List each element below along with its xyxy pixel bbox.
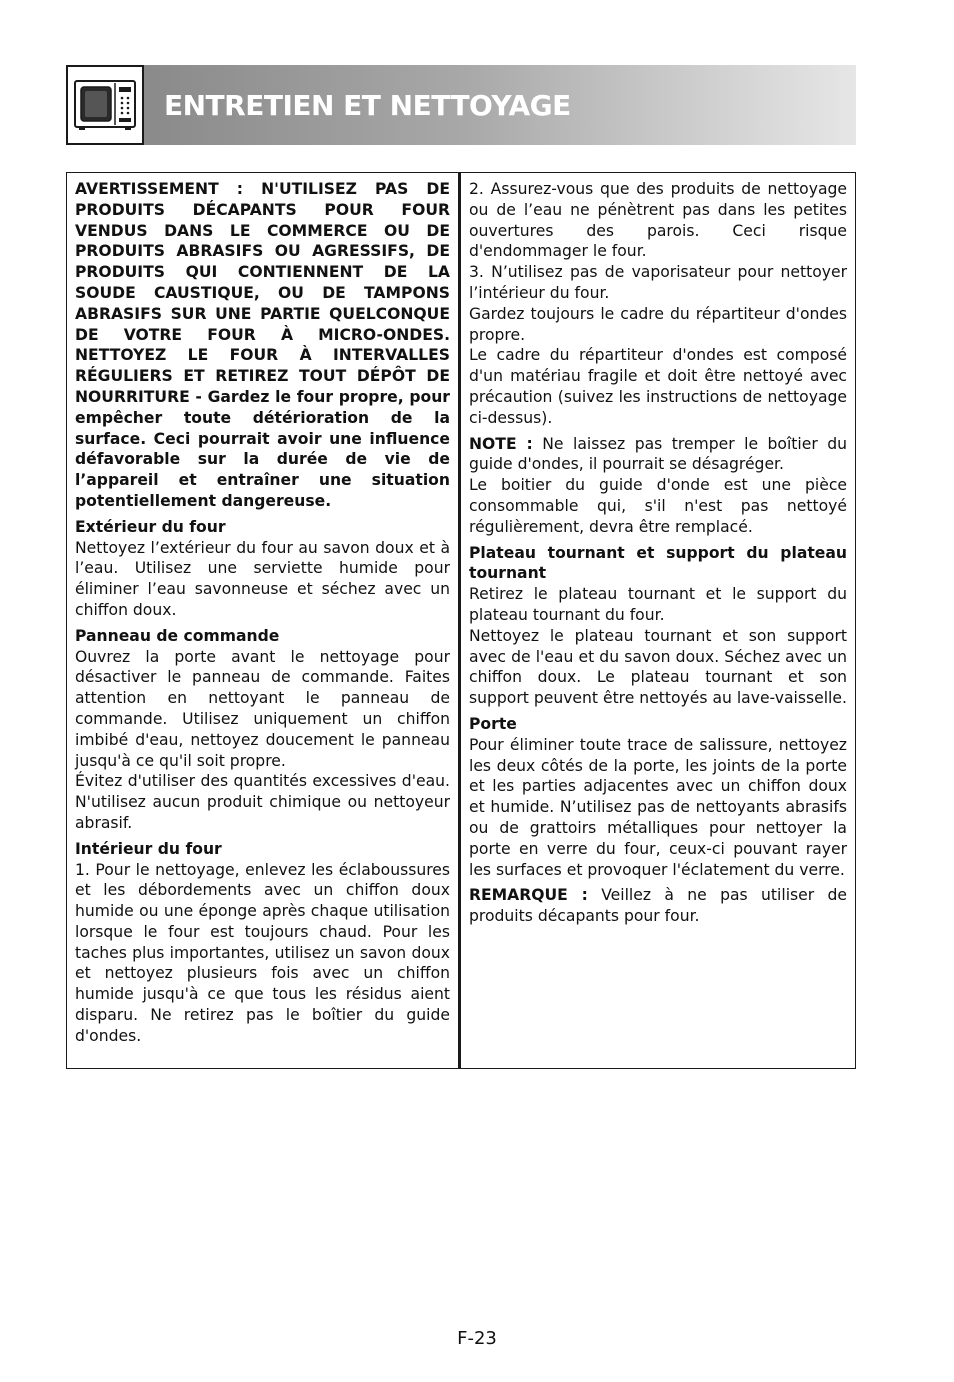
interior-step-3: 3. N’utilisez pas de vaporisateur pour nettoyer l’intérieur du four. [469,263,847,302]
panel-section [75,626,450,772]
note-text: Ne laissez pas tremper le boîtier du guide d'ondes, il pourrait se désagréger. [469,434,847,474]
content-box [66,172,856,1069]
frame-text-2: Le cadre du répartiteur d'ondes est composé d'un matériau fragile et doit être nettoyé avec précaution (suivez les instructions de nettoyage ci-dessus). [469,346,847,427]
exterior-text: Nettoyez l’extérieur du four au savon doux et à l’eau. Utilisez une serviette humide pour éliminer l’eau savonneuse et séchez avec un chiffon doux. [75,538,450,619]
microwave-icon [66,65,144,145]
door-heading: Porte [469,714,517,733]
warning-rest: Gardez le four propre, pour empêcher toute détérioration de la surface. Ceci pourrait avoir une influence défavorable sur la durée de vie de l’appareil et entraîner une situation potentiellement dangereuse. [75,387,450,510]
turntable-text-1: Retirez le plateau tournant et le support du plateau tournant du four. [469,585,847,624]
remark-text: Veillez à ne pas utiliser de produits décapants pour four. [469,886,847,926]
remark-label: REMARQUE : [469,886,588,905]
remark-paragraph [469,885,847,927]
interior-step-2: 2. Assurez-vous que des produits de nettoyage ou de l’eau ne pénètrent pas dans les petites ouvertures des parois. Ceci risque d'endommager le four. [469,180,847,261]
note-label: NOTE : [469,434,533,453]
panel-heading: Panneau de commande [75,626,280,645]
section-header [66,65,856,145]
note-text-2: Le boitier du guide d'onde est une pièce consommable qui, s'il n'est pas nettoyé régulièrement, devra être remplacé. [469,476,847,536]
interior-text: 1. Pour le nettoyage, enlevez les éclaboussures et les débordements avec un chiffon doux humide ou une éponge après chaque utilisation lorsque le four est toujours chaud. Pour les taches plus importantes, utilisez un savon doux et nettoyez plusieurs fois avec un chiffon humide jusqu'à ce que tous les résidus aient disparu. Ne retirez pas le boîtier du guide d'ondes. [75,860,450,1045]
warning-caps-1: AVERTISSEMENT : N'UTILISEZ PAS DE PRODUITS DÉCAPANTS POUR FOUR VENDUS DANS LE COMMERCE OU DE PRODUITS ABRASIFS OU AGRESSIFS, DE PRODUITS QUI CONTIENNENT DE LA SOUDE CAUSTIQUE, OU DE TAMPONS ABRASIFS SUR UNE PARTIE QUELCONQUE DE VOTRE FOUR À MICRO-ONDES. [75,180,450,344]
turntable-heading: Plateau tournant et support du plateau tournant [469,543,847,583]
interior-heading: Intérieur du four [75,839,222,858]
warning-caps-2: NETTOYEZ LE FOUR À INTERVALLES RÉGULIERS ET RETIREZ TOUT DÉPÔT DE NOURRITURE - [75,346,450,406]
exterior-heading: Extérieur du four [75,517,226,536]
microwave-icon-graphic [73,77,137,133]
door-section [469,714,847,880]
interior-section [75,839,450,1047]
title-bar [144,65,856,145]
door-text: Pour éliminer toute trace de salissure, nettoyez les deux côtés de la porte, les joints de la porte et les parties adjacentes avec un chiffon doux et humide. N’utilisez pas de nettoyants abrasifs ou de grattoirs métalliques pour nettoyer la porte en verre du four, ceux-ci pouvant rayer les surfaces et provoquer l'éclatement du verre. [469,735,847,879]
panel-text-2: Évitez d'utiliser des quantités excessives d'eau. N'utilisez aucun produit chimique ou nettoyeur abrasif. [75,772,450,832]
turntable-text-2: Nettoyez le plateau tournant et son support avec de l'eau et du savon doux. Séchez avec un chiffon doux. Le plateau tournant et son support peuvent être nettoyés au lave-vaisselle. [469,626,847,708]
exterior-section [75,517,450,621]
right-column [461,173,855,1068]
page-number: F-23 [457,1328,497,1349]
note-paragraph [469,434,847,476]
page-title: ENTRETIEN ET NETTOYAGE [164,88,571,122]
frame-text-1: Gardez toujours le cadre du répartiteur d'ondes propre. [469,304,847,344]
panel-text-1: Ouvrez la porte avant le nettoyage pour désactiver le panneau de commande. Faites attention en nettoyant le panneau de commande. Utilisez uniquement un chiffon imbibé d'eau, nettoyez doucement le panneau jusqu'à ce qu'il soit propre. [75,647,450,770]
warning-paragraph [75,179,450,512]
turntable-section [469,543,847,626]
left-column [67,173,461,1068]
